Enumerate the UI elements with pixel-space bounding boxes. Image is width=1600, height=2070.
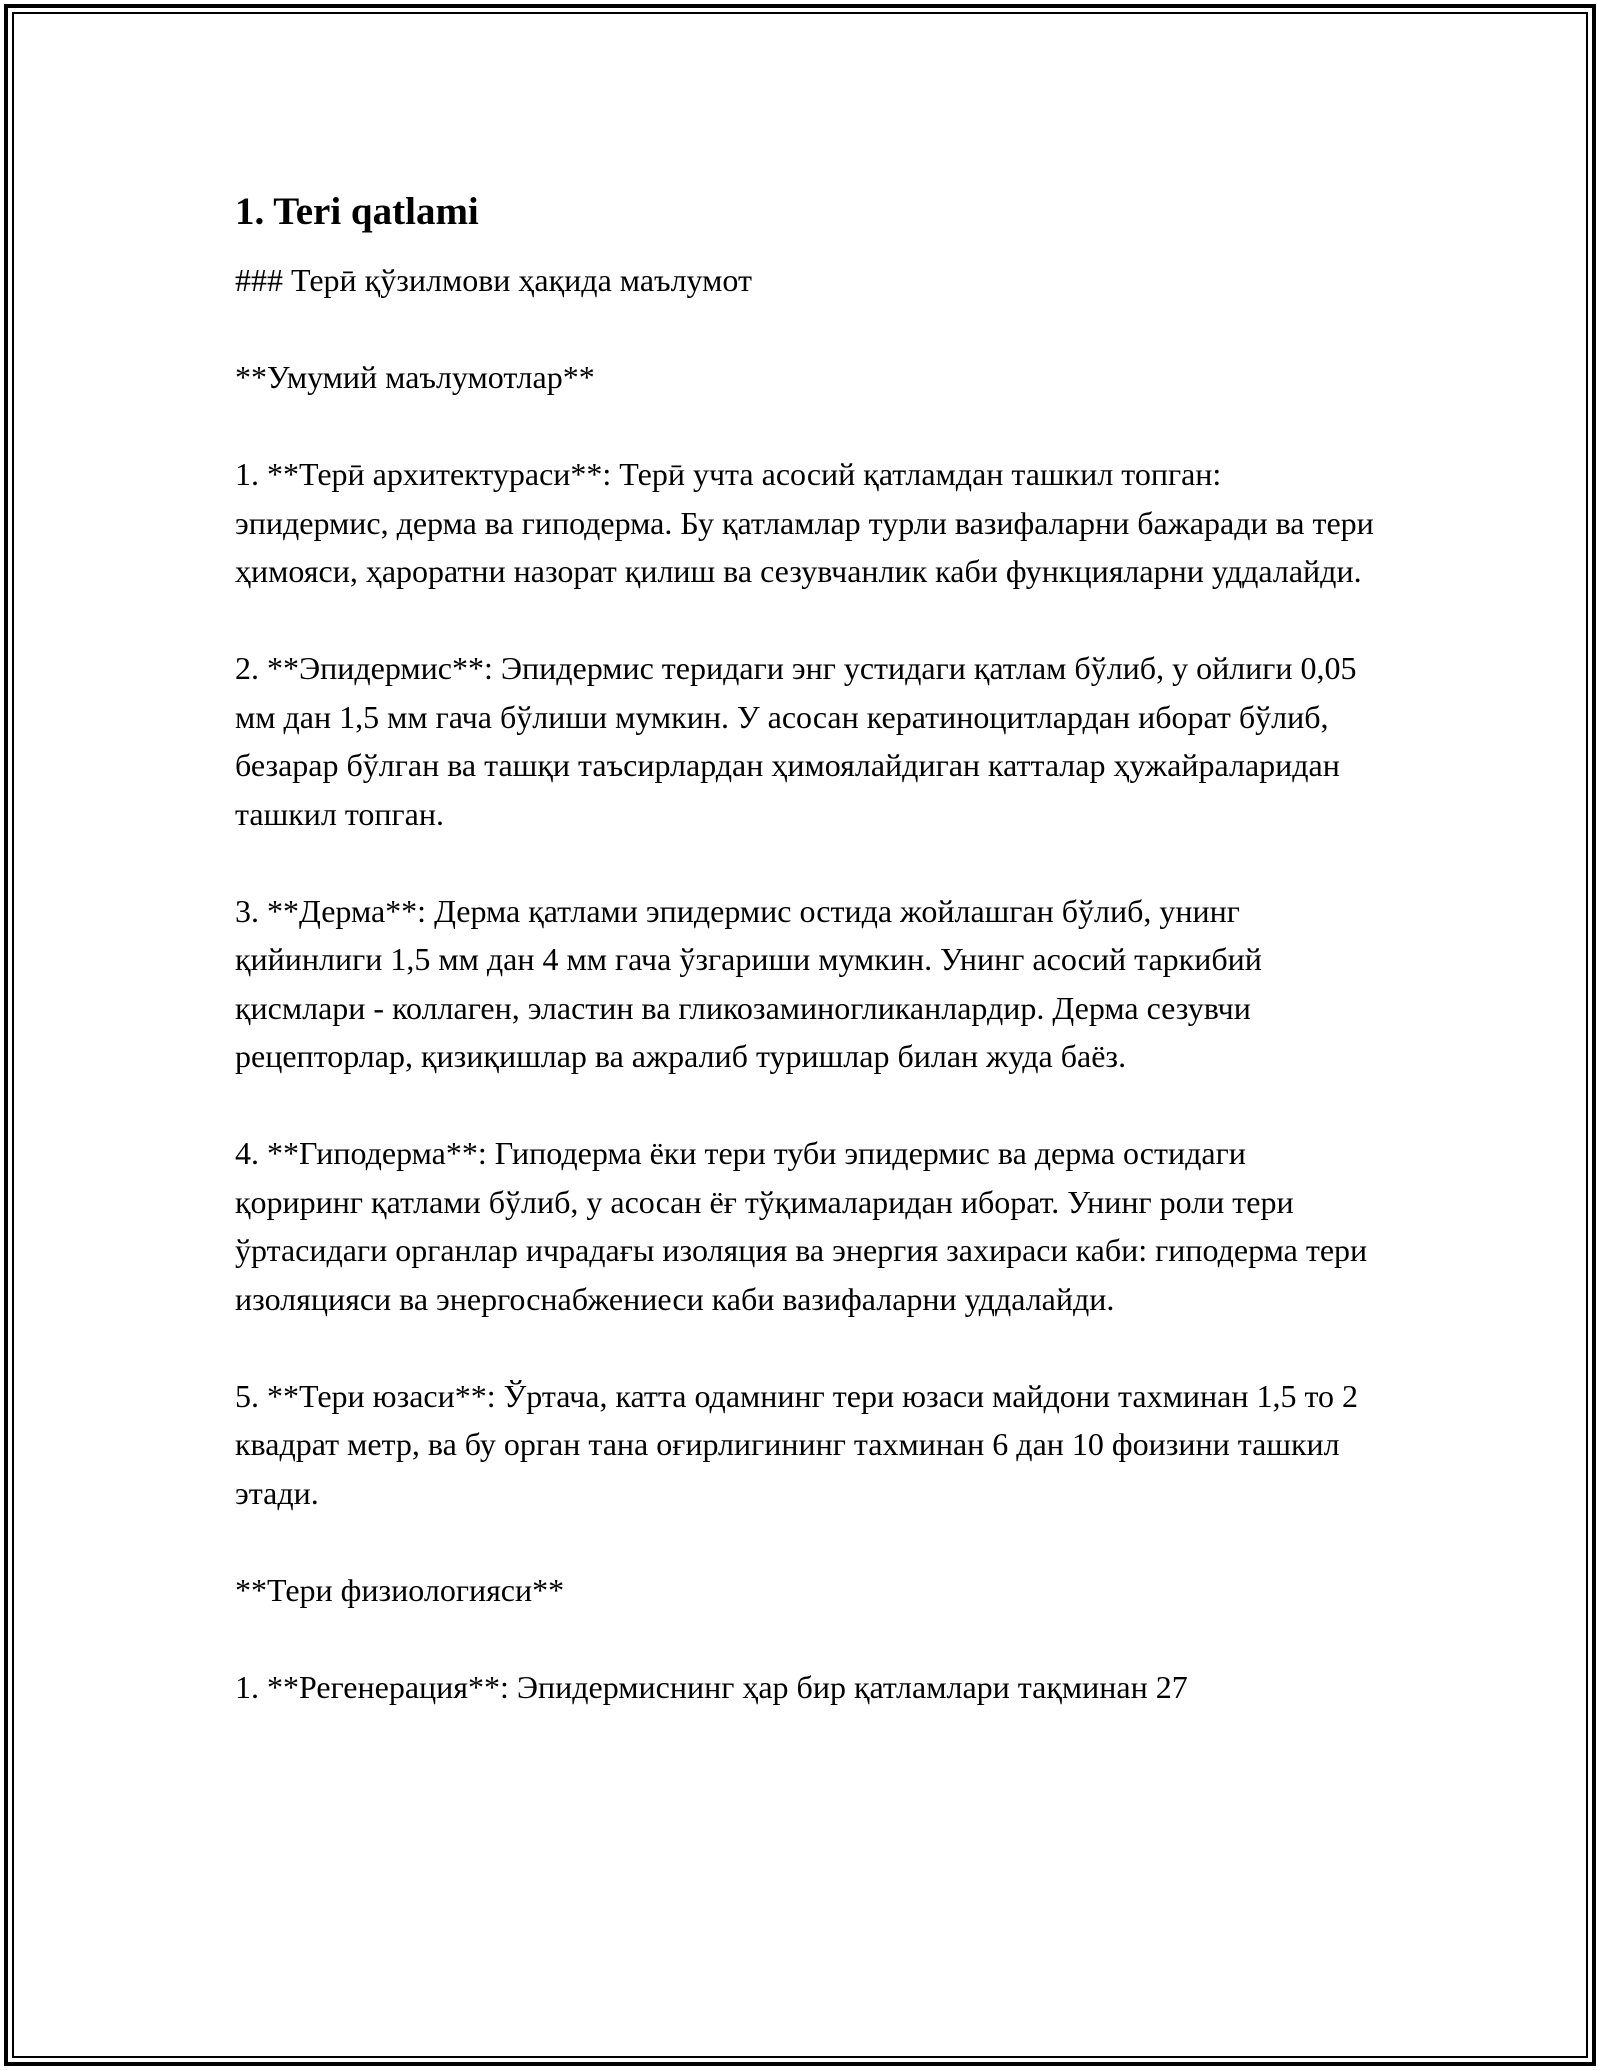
document-title: 1. Teri qatlami	[235, 190, 479, 233]
paragraph-hypodermis: 4. **Гиподерма**: Гиподерма ёки тери туби эпидермис ва дерма остидаги қориринг қатлами бўлиб, у асосан ёғ тўқималаридан иборат. Унинг роли тери ўртасидаги органлар ичрадағы изоляция ва энергия захираси каби: гиподерма тери изоляцияси ва энергоснабжениеси каби вазифаларни уддалайди.	[235, 1135, 1368, 1317]
paragraph-dermis: 3. **Дерма**: Дерма қатлами эпидермис остида жойлашган бўлиб, унинг қийинлиги 1,5 мм дан 4 мм гача ўзгариши мумкин. Унинг асосий таркибий қисмлари - коллаген, эластин ва гликозаминогликанлардир. Дерма сезувчи рецепторлар, қизиқишлар ва ажралиб туришлар билан жуда баёз.	[235, 892, 1262, 1074]
paragraph-skin-architecture: 1. **Терӣ архитектураси**: Терӣ учта асосий қатламдан ташкил топган: эпидермис, дерма ва гиподерма. Бу қатламлар турли вазифаларни бажаради ва тери ҳимояси, ҳароратни назорат қилиш ва сезувчанлик каби функцияларни уддалайди.	[235, 456, 1374, 589]
paragraph-skin-surface: 5. **Тери юзаси**: Ўртача, катта одамнинг тери юзаси майдони тахминан 1,5 то 2 квадрат метр, ва бу орган тана оғирлигининг тахминан 6 дан 10 фоизини ташкил этади.	[235, 1377, 1359, 1511]
subheading-general-info: **Умумий маълумотлар**	[235, 359, 595, 395]
document-body	[235, 188, 1375, 1711]
paragraph-regeneration: 1. **Регенерация**: Эпидермиснинг ҳар бир қатламлари тақминан 27	[235, 1668, 1188, 1705]
subheading-skin-physiology: **Тери физиологияси**	[235, 1571, 565, 1608]
section-heading-skin-info: ### Терӣ қўзилмови ҳақида маълумот	[235, 262, 752, 298]
paragraph-epidermis: 2. **Эпидермис**: Эпидермис теридаги энг устидаги қатлам бўлиб, у ойлиги 0,05 мм дан 1,5 мм гача бўлиши мумкин. У асосан кератиноцитлардан иборат бўлиб, безарар бўлган ва ташқи таъсирлардан ҳимоялайдиган катталар ҳужайраларидан ташкил топган.	[235, 650, 1357, 832]
